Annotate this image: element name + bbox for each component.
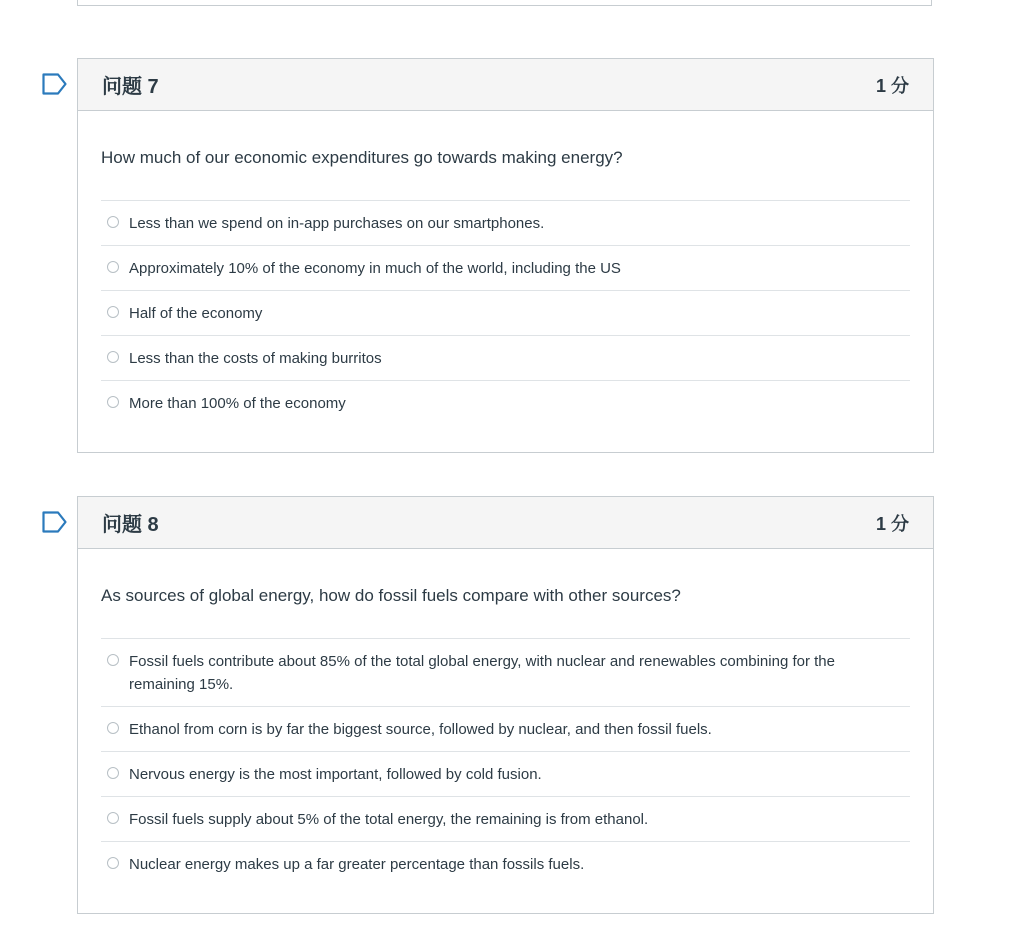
answer-label: Ethanol from corn is by far the biggest source, followed by nuclear, and then fossil fuels. (129, 721, 712, 738)
answer-list (101, 200, 910, 425)
radio-button[interactable] (107, 767, 119, 779)
answer-option[interactable] (101, 752, 910, 797)
answer-option[interactable] (101, 291, 910, 336)
question-body (78, 549, 933, 913)
answer-label: Approximately 10% of the economy in much of the world, including the US (129, 260, 621, 277)
answer-label: Fossil fuels contribute about 85% of the total global energy, with nuclear and renewables combining for the remaining 15%. (129, 653, 835, 693)
question-title: 问题 8 (102, 514, 159, 536)
answer-label: Nervous energy is the most important, followed by cold fusion. (129, 766, 542, 783)
answer-label: Fossil fuels supply about 5% of the total energy, the remaining is from ethanol. (129, 811, 649, 828)
answer-label: Less than the costs of making burritos (129, 350, 382, 367)
question-card-8 (77, 496, 934, 914)
answer-option[interactable] (101, 639, 910, 707)
radio-button[interactable] (107, 396, 119, 408)
answer-label: Nuclear energy makes up a far greater percentage than fossils fuels. (129, 856, 585, 873)
answer-label: Half of the economy (129, 305, 263, 322)
answer-option[interactable] (101, 246, 910, 291)
answer-option[interactable] (101, 336, 910, 381)
answer-option[interactable] (101, 201, 910, 246)
question-card-7 (77, 58, 934, 453)
question-header (78, 59, 933, 111)
answer-option[interactable] (101, 842, 910, 886)
radio-button[interactable] (107, 261, 119, 273)
answer-option[interactable] (101, 797, 910, 842)
question-header (78, 497, 933, 549)
radio-button[interactable] (107, 654, 119, 666)
radio-button[interactable] (107, 722, 119, 734)
answer-list (101, 638, 910, 886)
radio-button[interactable] (107, 351, 119, 363)
question-body (78, 111, 933, 452)
radio-button[interactable] (107, 306, 119, 318)
radio-button[interactable] (107, 857, 119, 869)
answer-option[interactable] (101, 707, 910, 752)
question-text: As sources of global energy, how do fossil fuels compare with other sources? (101, 586, 681, 605)
answer-label: Less than we spend on in-app purchases on our smartphones. (129, 215, 545, 232)
question-points: 1 分 (875, 513, 909, 534)
previous-question-card (77, 0, 932, 6)
answer-option[interactable] (101, 381, 910, 425)
question-text: How much of our economic expenditures go towards making energy? (101, 148, 623, 167)
question-title: 问题 7 (102, 76, 159, 98)
flag-icon[interactable] (42, 511, 68, 533)
question-points: 1 分 (875, 75, 909, 96)
radio-button[interactable] (107, 812, 119, 824)
radio-button[interactable] (107, 216, 119, 228)
answer-label: More than 100% of the economy (129, 395, 346, 412)
flag-icon[interactable] (42, 73, 68, 95)
